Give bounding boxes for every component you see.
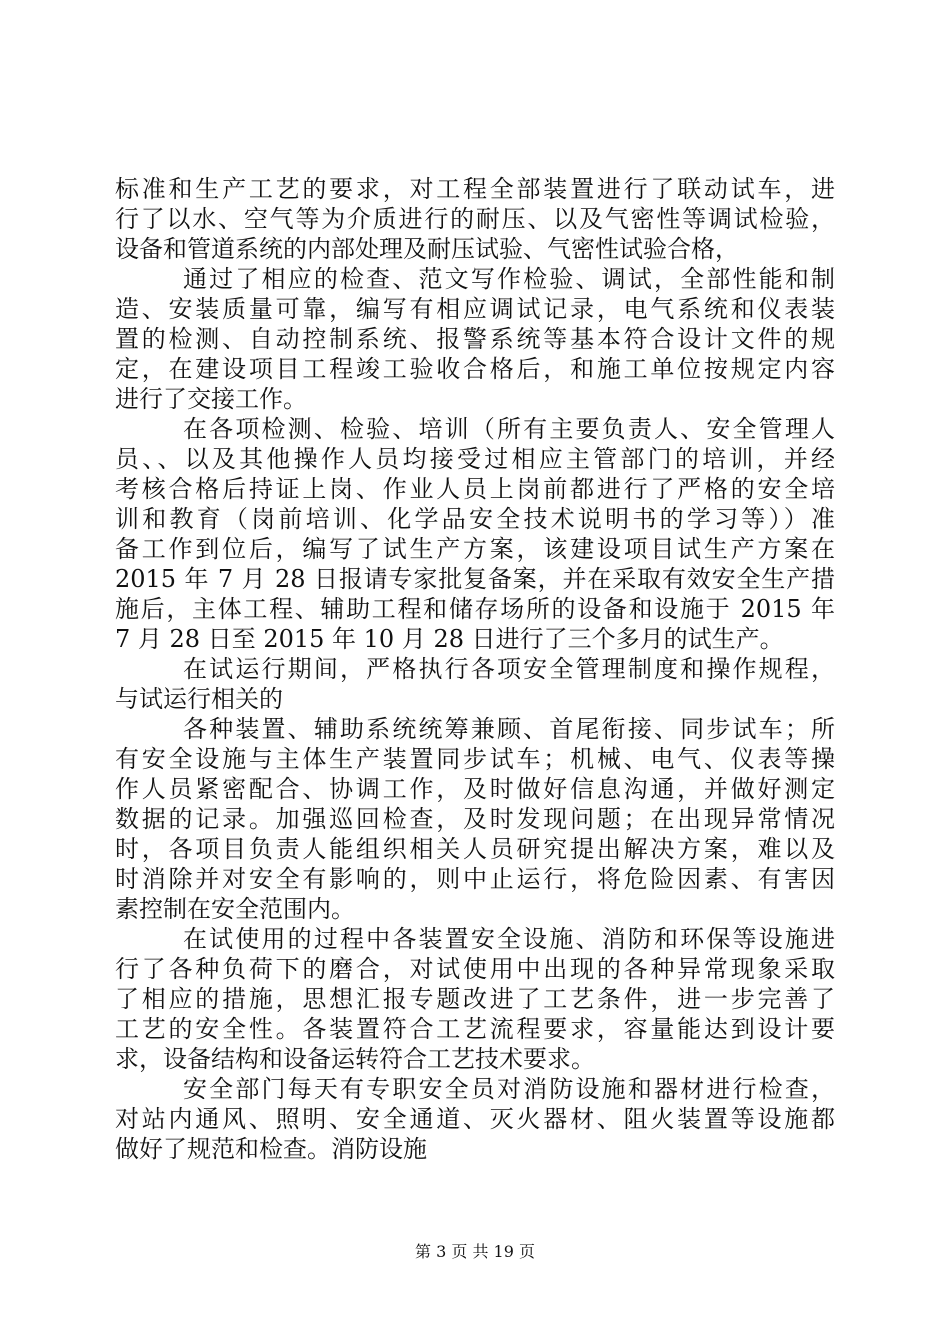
text-line: 与试运行相关的 <box>115 685 283 713</box>
text-line: 时消除并对安全有影响的，则中止运行，将危险因素、有害因 <box>115 865 835 893</box>
document-body <box>115 174 835 1164</box>
text-line: 工艺的安全性。各装置符合工艺流程要求，容量能达到设计要 <box>115 1015 835 1043</box>
text-line: 定，在建设项目工程竣工验收合格后，和施工单位按规定内容 <box>115 355 835 383</box>
text-line: 设备和管道系统的内部处理及耐压试验、气密性试验合格， <box>115 235 739 263</box>
text-line: 在试运行期间，严格执行各项安全管理制度和操作规程， <box>183 655 835 683</box>
text-line: 各种装置、辅助系统统筹兼顾、首尾衔接、同步试车；所 <box>183 715 835 743</box>
text-line: 通过了相应的检查、范文写作检验、调试，全部性能和制 <box>183 265 835 293</box>
text-line: 了相应的措施，思想汇报专题改进了工艺条件，进一步完善了 <box>115 985 835 1013</box>
text-line: 做好了规范和检查。消防设施 <box>115 1135 427 1163</box>
text-line: 施后，主体工程、辅助工程和储存场所的设备和设施于 2015 年 <box>115 595 835 623</box>
text-line: 员、、以及其他操作人员均接受过相应主管部门的培训，并经 <box>115 445 835 473</box>
text-line: 7 月 28 日至 2015 年 10 月 28 日进行了三个多月的试生产。 <box>115 625 784 653</box>
text-line: 安全部门每天有专职安全员对消防设施和器材进行检查， <box>183 1075 835 1103</box>
text-line: 时，各项目负责人能组织相关人员研究提出解决方案，难以及 <box>115 835 835 863</box>
text-line: 行了各种负荷下的磨合，对试使用中出现的各种异常现象采取 <box>115 955 835 983</box>
text-line: 对站内通风、照明、安全通道、灭火器材、阻火装置等设施都 <box>115 1105 835 1133</box>
text-line: 在试使用的过程中各装置安全设施、消防和环保等设施进 <box>183 925 835 953</box>
text-line: 在各项检测、检验、培训（所有主要负责人、安全管理人 <box>183 415 835 443</box>
text-line: 标准和生产工艺的要求，对工程全部装置进行了联动试车，进 <box>115 175 835 203</box>
text-line: 考核合格后持证上岗、作业人员上岗前都进行了严格的安全培 <box>115 475 835 503</box>
text-line: 求，设备结构和设备运转符合工艺技术要求。 <box>115 1045 595 1073</box>
text-line: 造、安装质量可靠，编写有相应调试记录，电气系统和仪表装 <box>115 295 835 323</box>
text-line: 有安全设施与主体生产装置同步试车；机械、电气、仪表等操 <box>115 745 835 773</box>
text-line: 训和教育（岗前培训、化学品安全技术说明书的学习等））准 <box>115 505 835 533</box>
text-line: 进行了交接工作。 <box>115 385 307 413</box>
text-line: 行了以水、空气等为介质进行的耐压、以及气密性等调试检验， <box>115 205 835 233</box>
text-line: 数据的记录。加强巡回检查，及时发现问题；在出现异常情况 <box>115 805 835 833</box>
text-line: 2015 年 7 月 28 日报请专家批复备案，并在采取有效安全生产措 <box>115 565 835 593</box>
page-number-footer: 第 3 页 共 19 页 <box>415 1242 535 1261</box>
text-line: 作人员紧密配合、协调工作，及时做好信息沟通，并做好测定 <box>115 775 835 803</box>
text-line: 备工作到位后，编写了试生产方案，该建设项目试生产方案在 <box>115 535 835 563</box>
text-line: 素控制在安全范围内。 <box>115 895 355 923</box>
text-line: 置的检测、自动控制系统、报警系统等基本符合设计文件的规 <box>115 325 835 353</box>
